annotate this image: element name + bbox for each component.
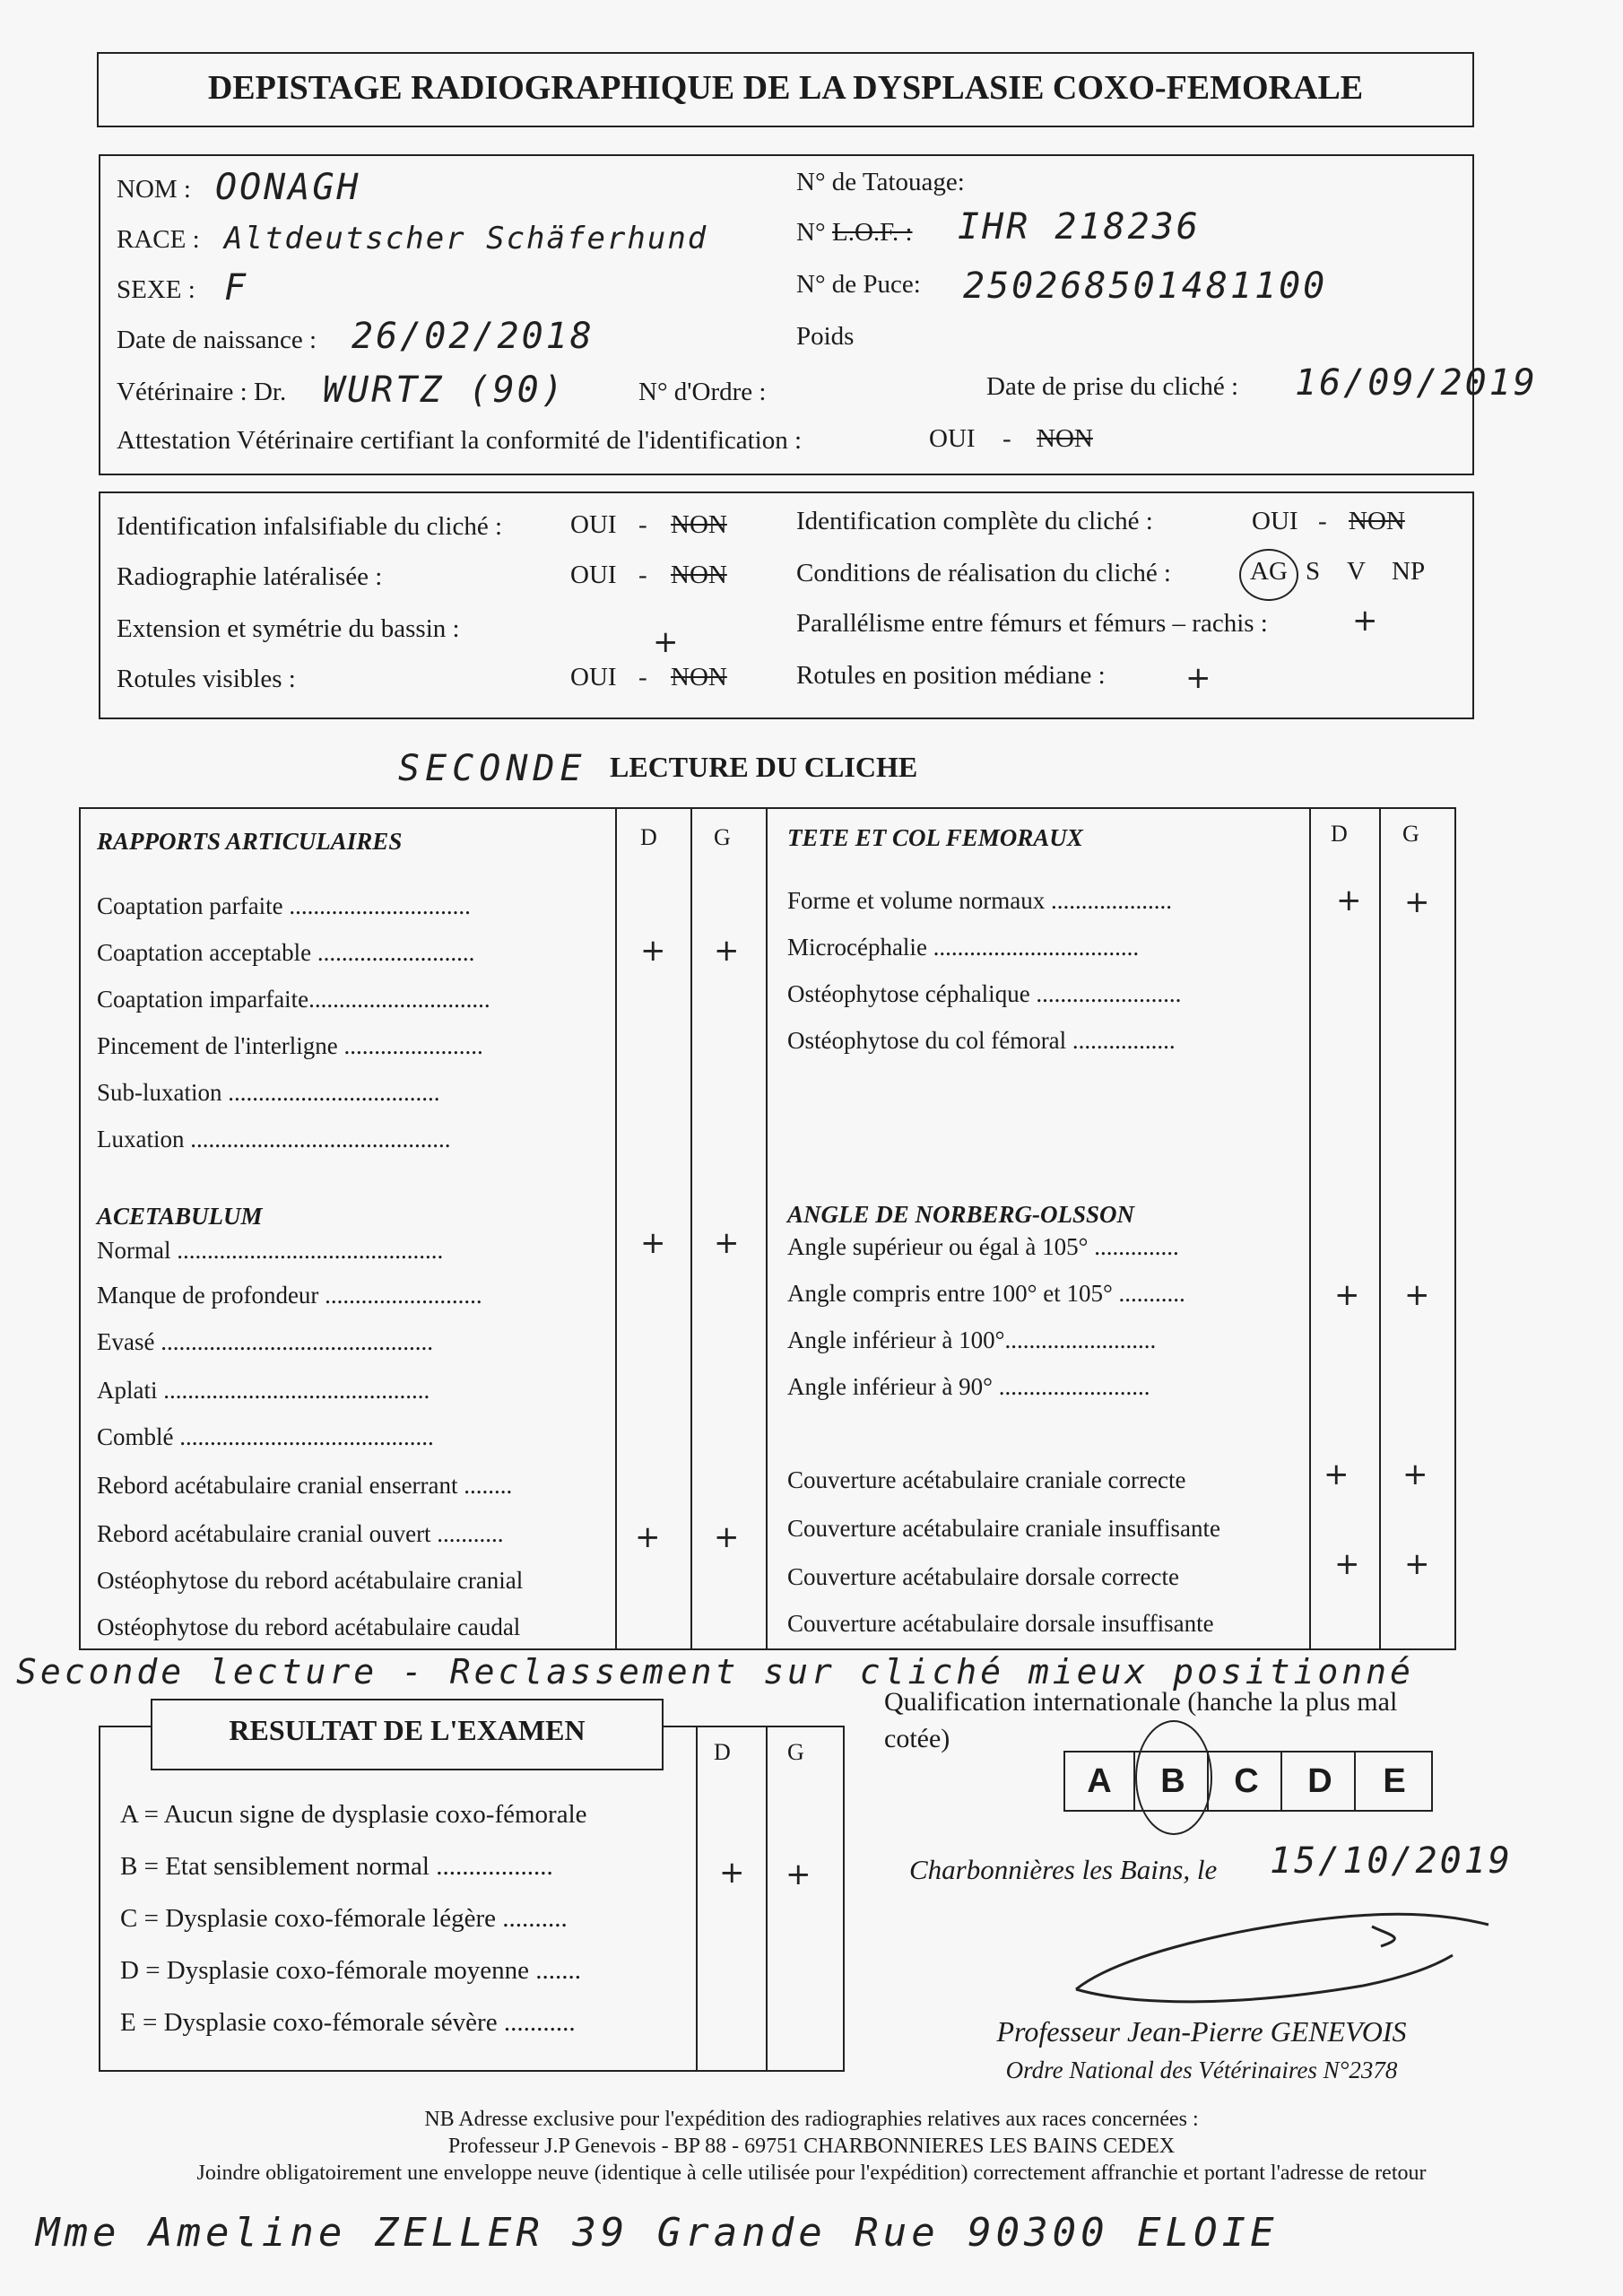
mark-g: + — [714, 933, 740, 969]
check-non: NON — [671, 510, 727, 539]
lof-prefix: N° — [796, 218, 826, 247]
signature-scribble — [1067, 1900, 1497, 2016]
grade-cell: A — [1065, 1752, 1135, 1810]
grade-cell: E — [1383, 1761, 1406, 1800]
nom-label: NOM : — [117, 175, 191, 204]
mark-g: + — [1402, 1457, 1428, 1492]
result-row: C = Dysplasie coxo-fémorale légère .......... — [120, 1904, 568, 1933]
mark-d: + — [1334, 1277, 1360, 1313]
race-label: RACE : — [117, 225, 200, 254]
sexe-label: SEXE : — [117, 275, 195, 304]
condition-option: NP — [1392, 557, 1426, 586]
mark-g: + — [1404, 1546, 1430, 1582]
mark-g: + — [785, 1857, 812, 1892]
signature-order: Ordre National des Vétérinaires N°2378 — [1005, 2057, 1398, 2083]
mark-d: + — [1334, 1546, 1360, 1582]
table-row-label: Ostéophytose céphalique ........................ — [787, 980, 1182, 1007]
check-oui: OUI — [570, 663, 617, 691]
attestation-dash: - — [1002, 424, 1011, 453]
check-label: Radiographie latéralisée : — [117, 562, 383, 591]
result-row: D = Dysplasie coxo-fémorale moyenne ....... — [120, 1956, 582, 1985]
return-address: Mme Ameline ZELLER 39 Grande Rue 90300 ELOIE — [36, 2210, 1279, 2256]
mark-d: + — [640, 1225, 666, 1261]
qualification-label: Qualification internationale (hanche la plus mal cotée) — [884, 1687, 1398, 1753]
grade-cell: D — [1286, 1752, 1356, 1810]
divider-g-right — [1379, 807, 1381, 1650]
prise-label: Date de prise du cliché : — [986, 372, 1239, 401]
mark-d: + — [1336, 883, 1362, 918]
check-oui: OUI — [1252, 507, 1298, 535]
check-non: NON — [671, 663, 727, 691]
mark-g: + — [714, 1519, 740, 1555]
table-row-label: Sub-luxation ................................... — [97, 1079, 440, 1106]
section-title: ANGLE DE NORBERG-OLSSON — [787, 1201, 1135, 1228]
grade-cell: C — [1212, 1752, 1282, 1810]
footer-line: Professeur J.P Genevois - BP 88 - 69751 CHARBONNIERES LES BAINS CEDEX — [447, 2135, 1176, 2158]
check-non: NON — [671, 561, 727, 589]
divider-g-left — [690, 807, 692, 1650]
check-label: Extension et symétrie du bassin : — [117, 614, 460, 643]
check-label: Identification infalsifiable du cliché : — [117, 512, 503, 541]
table-row-label: Forme et volume normaux .................... — [787, 887, 1172, 914]
footer-line: Joindre obligatoirement une enveloppe neuve (identique à celle utilisée pour l'expédition) correctement affranchie et portant l'adresse de retour — [196, 2161, 1427, 2185]
table-row-label: Angle compris entre 100° et 105° ........... — [787, 1280, 1185, 1307]
puce-label: N° de Puce: — [796, 270, 921, 299]
lecture-heading: LECTURE DU CLICHE — [610, 751, 918, 783]
attestation-non: NON — [1037, 424, 1093, 453]
table-row-label: Ostéophytose du rebord acétabulaire cranial — [97, 1567, 524, 1594]
section-title: RAPPORTS ARTICULAIRES — [97, 828, 403, 855]
veterinaire-value: WURTZ (90) — [323, 370, 566, 411]
check-dash: - — [638, 663, 647, 691]
attestation-oui: OUI — [929, 424, 976, 453]
check-label: Identification complète du cliché : — [796, 507, 1153, 535]
table-row-label: Comblé .......................................... — [97, 1423, 434, 1450]
result-row: A = Aucun signe de dysplasie coxo-fémorale — [120, 1800, 587, 1829]
signature-name: Professeur Jean-Pierre GENEVOIS — [996, 2015, 1407, 2048]
result-row: B = Etat sensiblement normal .................. — [120, 1852, 553, 1881]
divider-center — [766, 807, 768, 1650]
table-row-label: Microcéphalie .................................. — [787, 934, 1140, 961]
col-g: G — [787, 1739, 804, 1765]
tatouage-label: N° de Tatouage: — [796, 168, 965, 196]
race-value: Altdeutscher Schäferhund — [224, 221, 708, 257]
table-row-label: Evasé ............................................. — [97, 1328, 433, 1355]
table-row-label: Normal ............................................ — [97, 1237, 444, 1264]
check-mark: + — [1352, 603, 1378, 639]
col-d: D — [640, 824, 657, 850]
table-row-label: Couverture acétabulaire craniale correcte — [787, 1466, 1186, 1493]
check-dash: - — [1318, 507, 1327, 535]
mark-d: + — [719, 1855, 745, 1891]
page-title: DEPISTAGE RADIOGRAPHIQUE DE LA DYSPLASIE COXO-FEMORALE — [207, 69, 1364, 107]
result-divider-d — [696, 1726, 698, 2072]
table-row-label: Aplati ............................................ — [97, 1377, 430, 1404]
table-row-label: Couverture acétabulaire dorsale insuffisante — [787, 1610, 1214, 1637]
selected-grade-circle — [1135, 1720, 1212, 1835]
result-title: RESULTAT DE L'EXAMEN — [229, 1714, 586, 1746]
table-row-label: Angle inférieur à 100°......................... — [787, 1326, 1157, 1353]
result-divider-g — [766, 1726, 768, 2072]
poids-label: Poids — [796, 322, 855, 351]
check-label: Rotules visibles : — [117, 665, 296, 693]
col-d: D — [1331, 821, 1348, 847]
check-non: NON — [1349, 507, 1405, 535]
condition-option: S — [1306, 557, 1321, 586]
table-row-label: Angle inférieur à 90° ......................... — [787, 1373, 1150, 1400]
lof-value: IHR 218236 — [958, 206, 1201, 248]
mark-d: + — [635, 1519, 661, 1555]
check-label: Rotules en position médiane : — [796, 661, 1106, 690]
naissance-label: Date de naissance : — [117, 326, 317, 354]
section-title: ACETABULUM — [97, 1203, 263, 1230]
table-row-label: Pincement de l'interligne ....................... — [97, 1032, 483, 1059]
table-row-label: Angle supérieur ou égal à 105° .............. — [787, 1233, 1179, 1260]
col-g: G — [1402, 821, 1419, 847]
sexe-value: F — [224, 267, 249, 309]
lof-struck: L.O.F. : — [832, 218, 913, 247]
condition-option: AG — [1250, 557, 1288, 586]
handwritten-note: Seconde lecture - Reclassement sur cliché mieux positionné — [16, 1652, 1414, 1692]
check-mark: + — [1185, 660, 1211, 696]
table-row-label: Couverture acétabulaire dorsale correcte — [787, 1563, 1179, 1590]
naissance-value: 26/02/2018 — [352, 316, 595, 357]
signature-date: 15/10/2019 — [1270, 1840, 1513, 1882]
grade-cell: B — [1139, 1752, 1209, 1810]
table-row-label: Ostéophytose du col fémoral ................. — [787, 1027, 1176, 1054]
ordre-label: N° d'Ordre : — [638, 378, 767, 406]
check-label: Parallélisme entre fémurs et fémurs – rachis : — [796, 609, 1268, 638]
divider-d-left — [615, 807, 617, 1650]
veterinaire-label: Vétérinaire : Dr. — [117, 378, 287, 406]
check-oui: OUI — [570, 510, 617, 539]
mark-d: + — [640, 933, 666, 969]
mark-g: + — [1404, 1277, 1430, 1313]
mark-g: + — [714, 1225, 740, 1261]
mark-d: + — [1324, 1457, 1350, 1492]
col-g: G — [714, 824, 731, 850]
signature-place: Charbonnières les Bains, le — [909, 1854, 1218, 1885]
divider-d-right — [1309, 807, 1311, 1650]
table-row-label: Couverture acétabulaire craniale insuffisante — [787, 1515, 1221, 1542]
section-title: TETE ET COL FEMORAUX — [787, 824, 1083, 851]
check-oui: OUI — [570, 561, 617, 589]
table-row-label: Coaptation acceptable .......................... — [97, 939, 475, 966]
check-label: Conditions de réalisation du cliché : — [796, 559, 1171, 587]
table-row-label: Ostéophytose du rebord acétabulaire caudal — [97, 1613, 521, 1640]
table-row-label: Coaptation imparfaite.............................. — [97, 986, 490, 1013]
footer-line: NB Adresse exclusive pour l'expédition des radiographies relatives aux races concernées : — [424, 2108, 1199, 2131]
table-row-label: Rebord acétabulaire cranial enserrant ........ — [97, 1472, 513, 1499]
prise-value: 16/09/2019 — [1295, 362, 1538, 404]
attestation-label: Attestation Vétérinaire certifiant la conformité de l'identification : — [117, 426, 803, 455]
lecture-hand: SECONDE — [398, 748, 587, 789]
check-mark: + — [653, 624, 679, 660]
table-row-label: Rebord acétabulaire cranial ouvert ........... — [97, 1520, 504, 1547]
table-row-label: Coaptation parfaite .............................. — [97, 892, 471, 919]
check-dash: - — [638, 561, 647, 589]
nom-value: OONAGH — [215, 167, 361, 208]
mark-g: + — [1404, 884, 1430, 920]
table-row-label: Manque de profondeur .......................... — [97, 1282, 482, 1309]
puce-value: 250268501481100 — [963, 265, 1328, 307]
table-row-label: Luxation ........................................... — [97, 1126, 451, 1152]
col-d: D — [714, 1739, 731, 1765]
result-row: E = Dysplasie coxo-fémorale sévère ........... — [120, 2008, 576, 2037]
qualification-grid — [1063, 1751, 1433, 1812]
condition-option: V — [1347, 557, 1366, 586]
check-dash: - — [638, 510, 647, 539]
